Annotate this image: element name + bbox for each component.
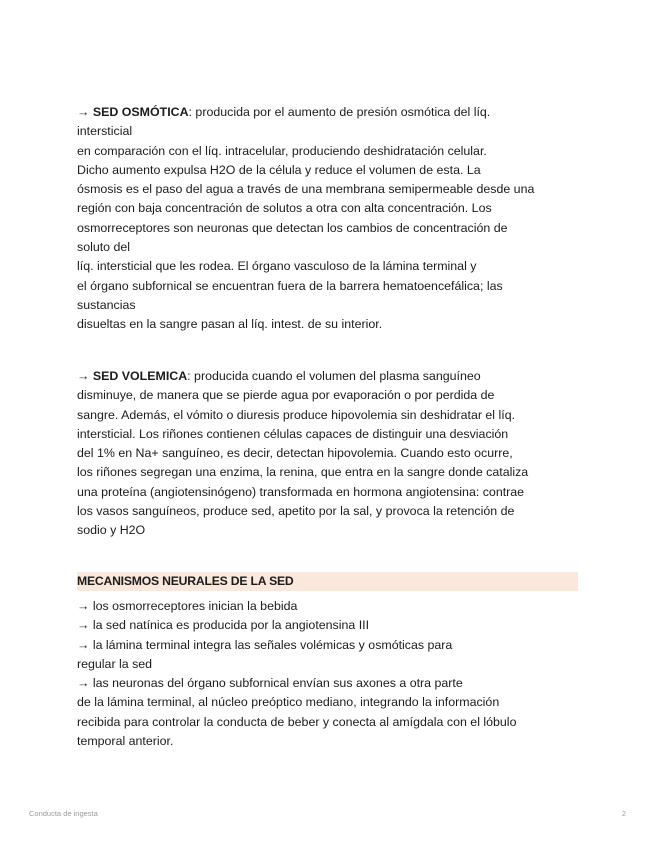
- text-line: los vasos sanguíneos, produce sed, apetito por la sal, y provoca la retención de: [77, 504, 515, 519]
- text-line: ósmosis es el paso del agua a través de una membrana semipermeable desde una: [77, 182, 535, 197]
- text-line: osmorreceptores son neuronas que detectan los cambios de concentración de: [77, 220, 508, 235]
- list-item: → la sed natínica es producida por la angiotensina III: [77, 618, 370, 633]
- section-intro-text: : producida por el aumento de presión osmótica del líq.: [188, 105, 491, 119]
- text-line: sangre. Además, el vómito o diuresis produce hipovolemia sin deshidratar el líq.: [77, 407, 516, 422]
- list-item: → los osmorreceptores inician la bebida: [77, 599, 298, 613]
- text-line: disminuye, de manera que se pierde agua por evaporación o por perdida de: [77, 388, 495, 403]
- text-line: en comparación con el líq. intracelular, produciendo deshidratación celular.: [77, 143, 487, 158]
- text-line: el órgano subfornical se encuentran fuera de la barrera hematoencefálica; las: [77, 278, 503, 293]
- text-line: intersticial: [77, 124, 133, 139]
- section-title: SED VOLEMICA: [92, 369, 188, 383]
- text-line: región con baja concentración de solutos a otra con alta concentración. Los: [77, 201, 492, 216]
- text-line: temporal anterior.: [77, 734, 174, 749]
- footer-title: Conducta de ingesta: [29, 809, 98, 818]
- text-line: regular la sed: [77, 656, 153, 671]
- text-line: una proteína (angiotensinógeno) transformada en hormona angiotensina: contrae: [77, 484, 525, 499]
- text-line: los riñones segregan una enzima, la renina, que entra en la sangre donde cataliza: [77, 465, 529, 480]
- list-item: → la lámina terminal integra las señales volémicas y osmóticas para: [77, 637, 453, 652]
- text-line: líq. intersticial que les rodea. El órgano vasculoso de la lámina terminal y: [77, 259, 477, 274]
- page-number: 2: [621, 809, 626, 818]
- text-line: Dicho aumento expulsa H2O de la célula y reduce el volumen de esta. La: [77, 162, 481, 177]
- text-line: sodio y H2O: [77, 523, 146, 538]
- text-line: del 1% en Na+ sanguíneo, es decir, detectan hipovolemia. Cuando esto ocurre,: [77, 446, 513, 461]
- text-line: disueltas en la sangre pasan al líq. intest. de su interior.: [77, 317, 383, 332]
- section-first-line: [77, 103, 579, 122]
- section-mecanismos-list: [77, 597, 579, 751]
- section-first-line: [77, 367, 579, 386]
- list-item: → las neuronas del órgano subfornical envían sus axones a otra parte: [77, 676, 463, 691]
- text-line: recibida para controlar la conducta de beber y conecta al amígdala con el lóbulo: [77, 714, 517, 729]
- arrow-icon: →: [77, 105, 90, 119]
- section-title: SED OSMÓTICA: [92, 105, 189, 119]
- arrow-icon: →: [77, 369, 90, 383]
- section-sed-osmotica: [77, 103, 579, 335]
- text-line: intersticial. Los riñones contienen células capaces de distinguir una desviación: [77, 426, 509, 441]
- text-line: sustancias: [77, 297, 136, 312]
- text-line: soluto del: [77, 240, 131, 255]
- section-intro-text: : producida cuando el volumen del plasma sanguíneo: [187, 369, 481, 383]
- text-line: de la lámina terminal, al núcleo preóptico mediano, integrando la información: [77, 695, 500, 710]
- section-heading-mecanismos: MECANISMOS NEURALES DE LA SED: [77, 572, 578, 591]
- section-sed-volemica: [77, 367, 579, 541]
